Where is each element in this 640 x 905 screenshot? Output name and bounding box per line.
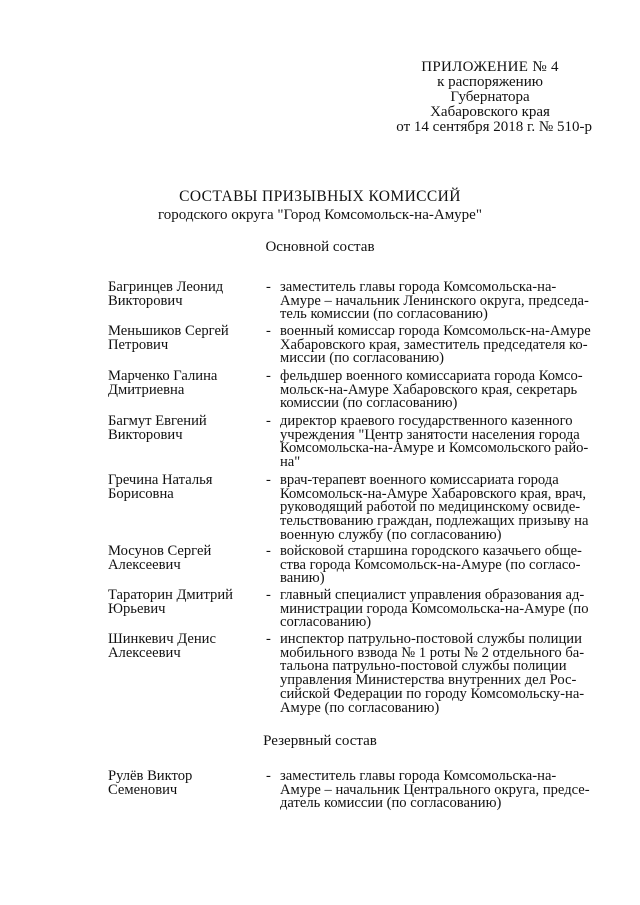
member-name: Багмут Евгений Викторович	[108, 413, 207, 443]
member-role: войсковой старшина городского казачьего обще- ства города Комсомольск-на-Амуре (по согласо- ванию)	[280, 543, 582, 587]
member-role: военный комиссар города Комсомольск-на-Амуре Хабаровского края, заместитель председателя ко- миссии (по согласованию)	[280, 323, 591, 367]
appendix-block	[380, 60, 600, 135]
member-dash: -	[266, 543, 271, 559]
member-dash: -	[266, 368, 271, 384]
member-role: инспектор патрульно-постовой службы полиции мобильного взвода № 1 роты № 2 отдельного ба- тальона патрульно-постовой службы полиции управления Министерства внутренних дел Рос- сийской Федерации по городу Комсомольску-на- Амуре (по согласованию)	[280, 631, 585, 716]
member-dash: -	[266, 472, 271, 488]
member-role: фельдшер военного комиссариата города Комсо- мольск-на-Амуре Хабаровского края, секретарь комиссии (по согласованию)	[280, 368, 583, 412]
member-name: Тараторин Дмитрий Юрьевич	[108, 587, 233, 617]
member-role: заместитель главы города Комсомольска-на- Амуре – начальник Центрального округа, предсе- датель комиссии (по согласованию)	[280, 768, 590, 812]
appendix-line-3: Хабаровского края	[430, 104, 550, 120]
appendix-title: ПРИЛОЖЕНИЕ № 4	[421, 59, 559, 75]
member-dash: -	[266, 413, 271, 429]
appendix-line-1: к распоряжению	[437, 74, 543, 90]
member-role: заместитель главы города Комсомольска-на- Амуре – начальник Ленинского округа, председа- тель комиссии (по согласованию)	[280, 279, 589, 323]
appendix-line-2: Губернатора	[450, 89, 530, 105]
appendix-date: от 14 сентября 2018 г. № 510-р	[396, 119, 592, 135]
member-name: Багринцев Леонид Викторович	[108, 279, 224, 309]
member-dash: -	[266, 768, 271, 784]
member-dash: -	[266, 587, 271, 603]
member-role: главный специалист управления образования ад- министрации города Комсомольска-на-Амуре (по согласованию)	[280, 587, 589, 631]
member-dash: -	[266, 631, 271, 647]
member-name: Меньшиков Сергей Петрович	[108, 323, 229, 353]
member-dash: -	[266, 279, 271, 295]
document-title: СОСТАВЫ ПРИЗЫВНЫХ КОМИССИЙ	[179, 188, 461, 205]
reserve-section-heading: Резервный состав	[263, 733, 377, 749]
member-name: Шинкевич Денис Алексеевич	[108, 631, 216, 661]
document-subtitle: городского округа "Город Комсомольск-на-Амуре"	[158, 207, 482, 223]
member-role: врач-терапевт военного комиссариата города Комсомольск-на-Амуре Хабаровского края, врач, руководящий работой по медицинскому освиде- тельствованию граждан, подлежащих призыву на военную службу (по согласованию)	[280, 472, 589, 543]
member-name: Гречина Наталья Борисовна	[108, 472, 213, 502]
member-dash: -	[266, 323, 271, 339]
member-role: директор краевого государственного казенного учреждения "Центр занятости населения города Комсомольска-на-Амуре и Комсомольского райо- на"	[280, 413, 589, 471]
member-name: Рулёв Виктор Семенович	[108, 768, 193, 798]
member-name: Марченко Галина Дмитриевна	[108, 368, 218, 398]
main-section-heading: Основной состав	[265, 239, 375, 255]
member-name: Мосунов Сергей Алексеевич	[108, 543, 212, 573]
